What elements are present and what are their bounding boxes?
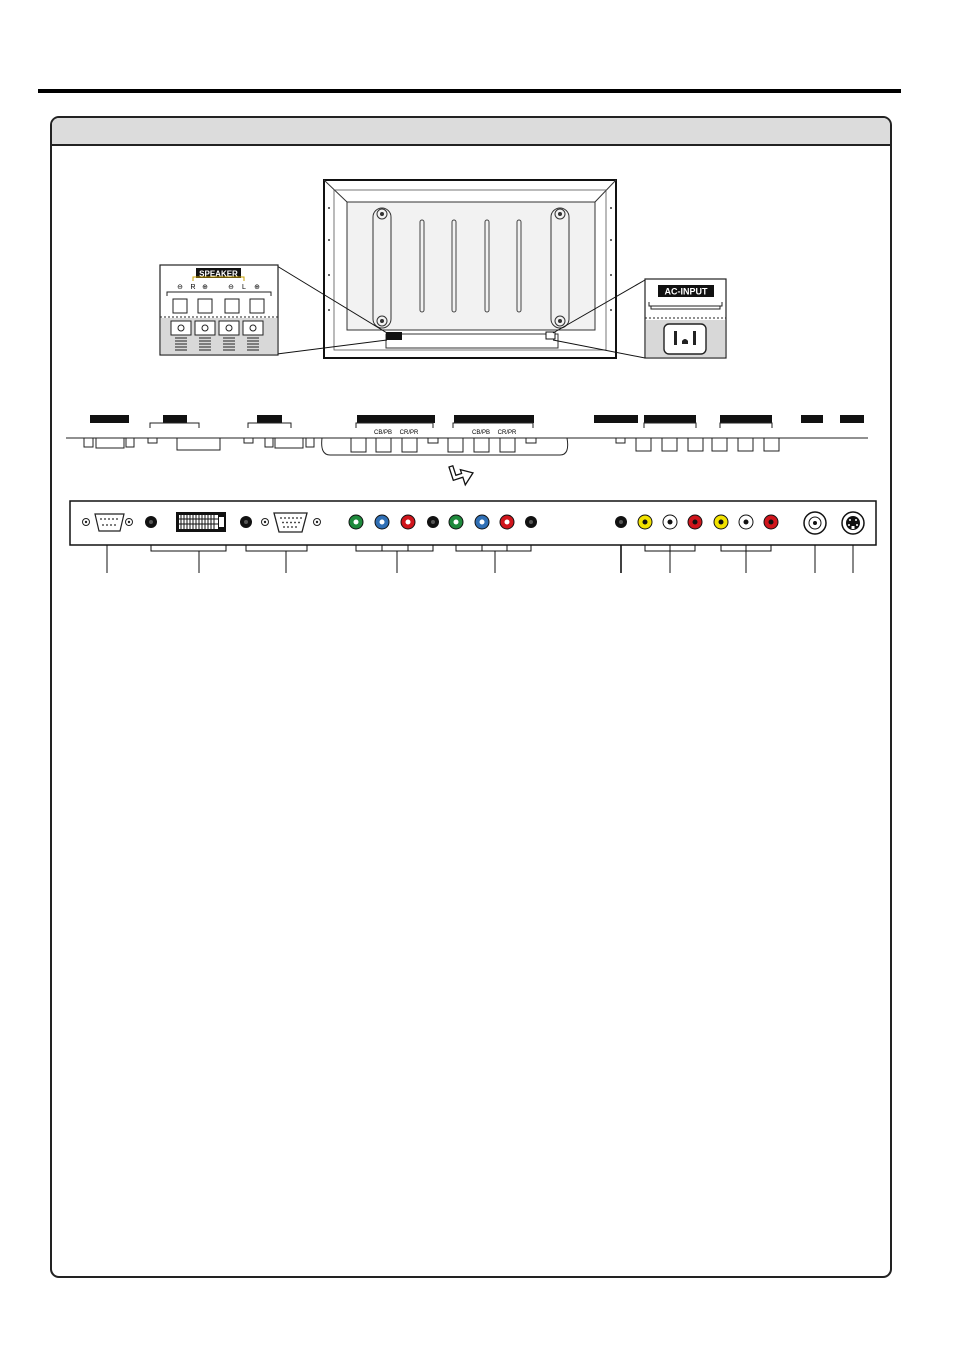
comp2-cr-label: CR/PR (497, 430, 517, 436)
speaker-pol-6: ⊕ (254, 284, 260, 291)
comp1-cb-label: CB/PB (373, 430, 393, 436)
callout-lines (107, 545, 853, 573)
speaker-pol-5: L (242, 284, 246, 291)
av-input-2 (714, 515, 778, 529)
down-right-arrow-icon (449, 461, 476, 488)
ac-input-label: AC-INPUT (664, 286, 708, 297)
tv-rear-view (324, 180, 616, 358)
speaker-terminal-inset (160, 265, 278, 355)
speaker-pol-4: ⊖ (228, 284, 234, 291)
speaker-pol-3: ⊕ (202, 284, 208, 291)
ac-input-inset (645, 279, 726, 358)
s-video-port (842, 512, 864, 534)
av-input-1 (638, 515, 702, 529)
comp1-cr-label: CR/PR (399, 430, 419, 436)
speaker-label: SPEAKER (199, 269, 238, 279)
speaker-pol-1: ⊖ (177, 284, 183, 291)
dvi-port (176, 512, 226, 532)
antenna-port (804, 512, 826, 534)
comp2-cb-label: CB/PB (471, 430, 491, 436)
connector-side-view (66, 415, 868, 455)
speaker-pol-2: R (190, 284, 196, 291)
connector-panel-front (70, 501, 876, 545)
